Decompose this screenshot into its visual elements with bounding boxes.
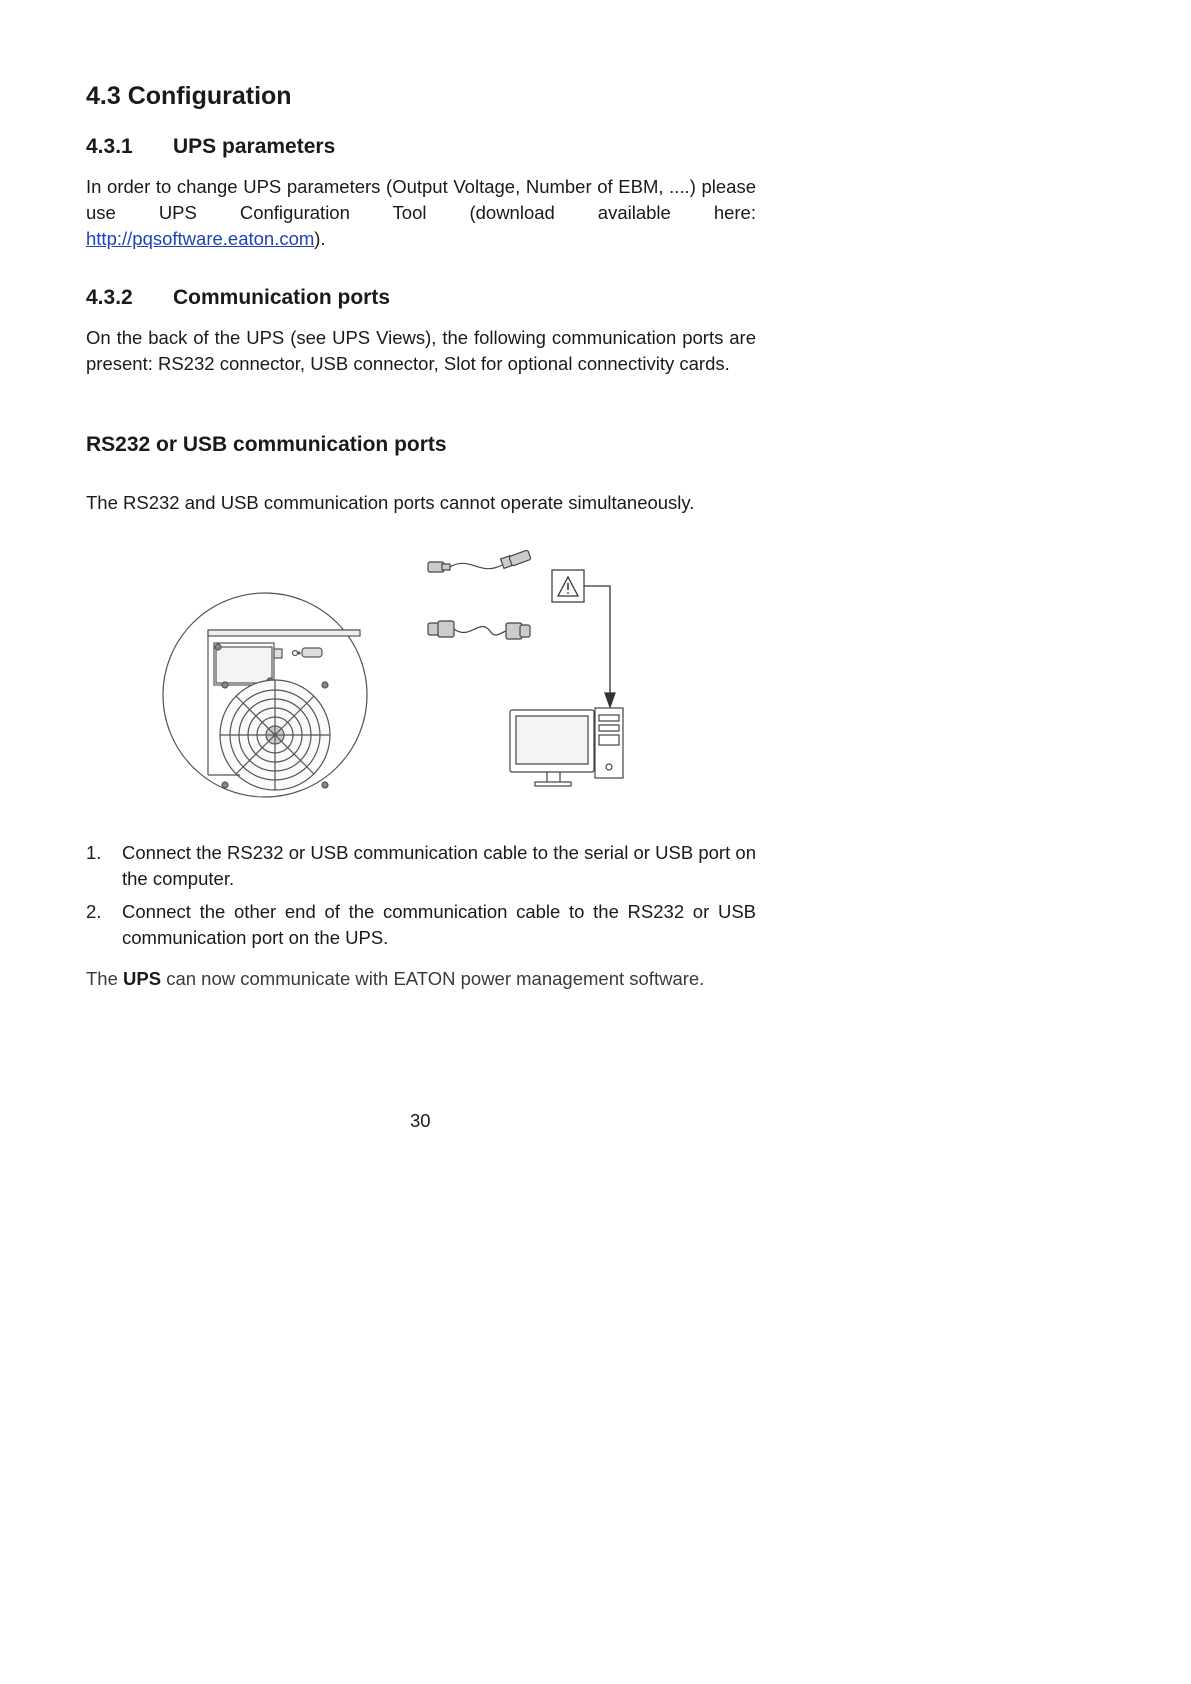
- usb-cable-icon: [428, 550, 531, 572]
- communication-ports-title: Communication ports: [173, 286, 391, 309]
- rs232-cable-icon: [428, 621, 530, 639]
- fan-icon: [220, 680, 330, 790]
- ups-parameters-paragraph: [86, 174, 756, 252]
- simultaneous-note: The RS232 and USB communication ports cannot operate simultaneously.: [86, 492, 695, 513]
- step-number: 2.: [86, 901, 102, 922]
- ups-parameters-number: 4.3.1: [86, 135, 133, 158]
- ups-rear-panel: [163, 593, 367, 797]
- ups-parameters-title: UPS parameters: [173, 135, 336, 158]
- step-text: Connect the RS232 or USB communication cable to the serial or USB port on the computer.: [122, 842, 756, 889]
- page-number: 30: [410, 1110, 431, 1131]
- step-number: 1.: [86, 842, 102, 863]
- communication-ports-number: 4.3.2: [86, 286, 133, 309]
- pqsoftware-link[interactable]: http://pqsoftware.eaton.com: [86, 228, 315, 249]
- final-prefix: The: [86, 968, 118, 989]
- final-suffix: can now communicate with EATON power management software.: [166, 968, 705, 989]
- final-statement: [86, 966, 704, 992]
- usb-port-icon: [274, 649, 282, 658]
- steps-list: [86, 840, 756, 958]
- ups-parameters-heading: [86, 135, 335, 159]
- section-title: 4.3 Configuration: [86, 82, 292, 110]
- final-bold-ups: UPS: [123, 968, 162, 989]
- ups-parameters-text: In order to change UPS parameters (Output Voltage, Number of EBM, ....) please use UPS Configuration Tool (download available here:: [86, 176, 756, 223]
- rs232-port-icon: [302, 648, 322, 657]
- warning-triangle-icon: [552, 570, 584, 602]
- communication-ports-paragraph: On the back of the UPS (see UPS Views), the following communication ports are present: RS232 connector, USB connector, Slot for optional connectivity cards.: [86, 327, 756, 374]
- list-item: [86, 899, 756, 951]
- computer-icon: [510, 708, 623, 786]
- step-text: Connect the other end of the communication cable to the RS232 or USB communication port on the UPS.: [122, 901, 756, 948]
- connection-arrow: [584, 586, 615, 707]
- connection-diagram: [150, 535, 630, 815]
- communication-ports-heading: [86, 286, 390, 310]
- rs232-usb-heading: RS232 or USB communication ports: [86, 433, 447, 456]
- list-item: [86, 840, 756, 892]
- ups-parameters-text-end: ).: [314, 228, 326, 249]
